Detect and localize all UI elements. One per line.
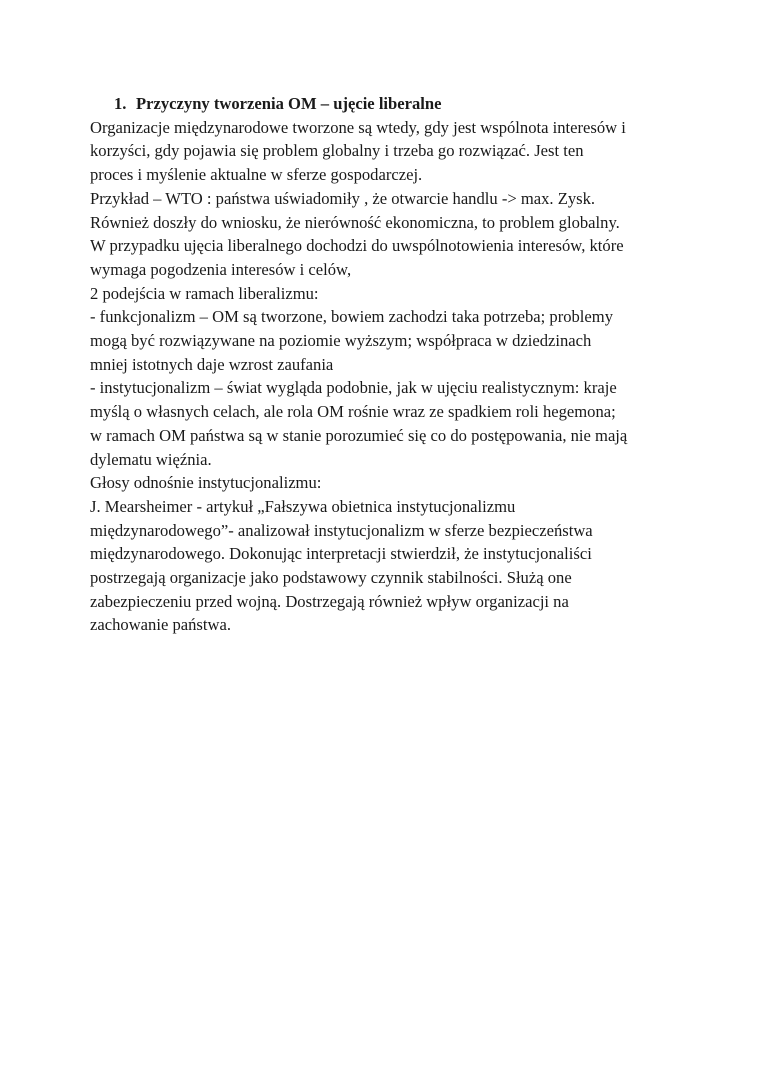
text-line: 2 podejścia w ramach liberalizmu: — [90, 283, 319, 303]
text-line: zabezpieczeniu przed wojną. Dostrzegają również wpływ organizacji na — [90, 591, 569, 611]
text-line: - funkcjonalizm – OM są tworzone, bowiem zachodzi taka potrzeba; problemy — [90, 307, 613, 327]
text-line: myślą o własnych celach, ale rola OM rośnie wraz ze spadkiem roli hegemona; — [90, 402, 616, 422]
heading-title: Przyczyny tworzenia OM – ujęcie liberalne — [136, 94, 442, 113]
document-body — [90, 92, 690, 637]
body-text — [90, 116, 690, 637]
text-line: międzynarodowego”- analizował instytucjonalizm w sferze bezpieczeństwa — [90, 520, 593, 540]
text-line: wymaga pogodzenia interesów i celów, — [90, 259, 352, 279]
text-line: międzynarodowego. Dokonując interpretacji stwierdził, że instytucjonaliści — [90, 544, 592, 564]
text-line: Przykład – WTO : państwa uświadomiły , że otwarcie handlu -> max. Zysk. — [90, 188, 596, 208]
text-line: dylematu więźnia. — [90, 449, 212, 469]
text-line: J. Mearsheimer - artykuł „Fałszywa obietnica instytucjonalizmu — [90, 496, 516, 516]
text-line: - instytucjonalizm – świat wygląda podobnie, jak w ujęciu realistycznym: kraje — [90, 378, 617, 398]
text-line: postrzegają organizacje jako podstawowy czynnik stabilności. Służą one — [90, 568, 572, 588]
text-line: W przypadku ujęcia liberalnego dochodzi do uwspólnotowienia interesów, które — [90, 236, 624, 256]
heading-number: 1. — [114, 94, 127, 113]
text-line: Również doszły do wniosku, że nierówność ekonomiczna, to problem globalny. — [90, 212, 620, 232]
section-heading — [90, 92, 690, 116]
text-line: korzyści, gdy pojawia się problem globalny i trzeba go rozwiązać. Jest ten — [90, 141, 584, 161]
text-line: zachowanie państwa. — [90, 615, 231, 635]
text-line: mniej istotnych daje wzrost zaufania — [90, 354, 334, 374]
text-line: w ramach OM państwa są w stanie porozumieć się co do postępowania, nie mają — [90, 425, 628, 445]
text-line: Głosy odnośnie instytucjonalizmu: — [90, 473, 322, 493]
text-line: mogą być rozwiązywane na poziomie wyższym; współpraca w dziedzinach — [90, 331, 592, 351]
text-line: Organizacje międzynarodowe tworzone są wtedy, gdy jest wspólnota interesów i — [90, 117, 626, 137]
text-line: proces i myślenie aktualne w sferze gospodarczej. — [90, 165, 423, 185]
